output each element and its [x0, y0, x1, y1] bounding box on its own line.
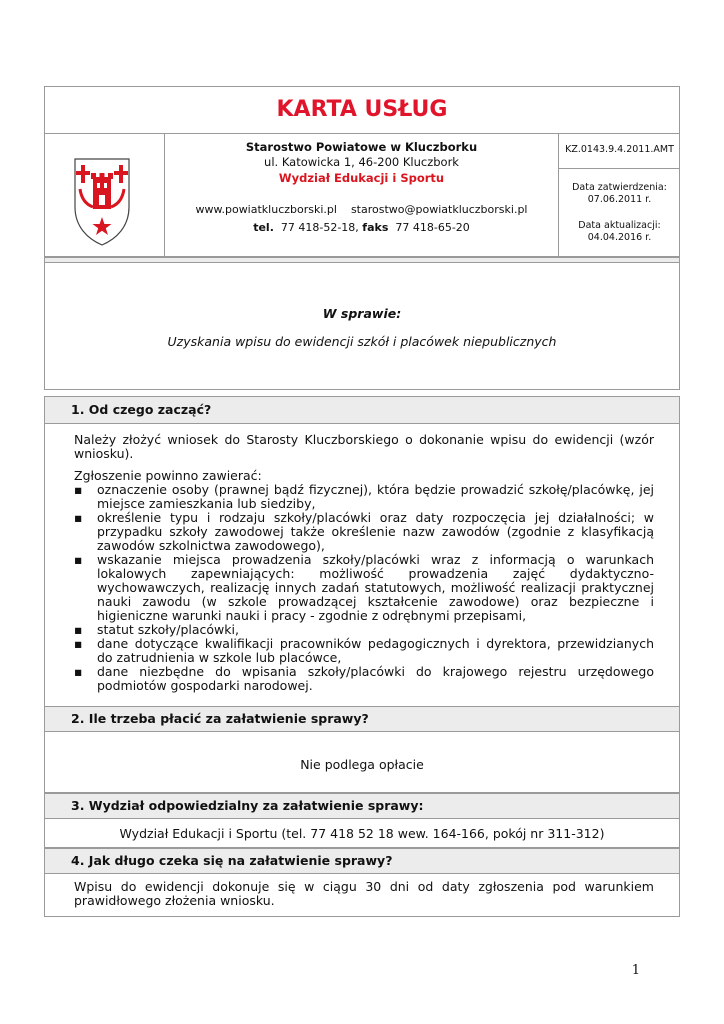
bullet-icon: ▪: [74, 664, 83, 679]
email-link[interactable]: starostwo@powiatkluczborski.pl: [350, 203, 528, 216]
meta-inner-divider: [558, 168, 680, 169]
list-item-text: określenie typu i rodzaju szkoły/placówki oraz daty rozpoczęcia jej działalności; w przypadku szkoły zawodowej także określenie nazw zawodów (zgodnie z klasyfikacją zawodów szkolnictwa zawodowego),: [97, 510, 654, 553]
fax-value: 77 418-65-20: [395, 221, 470, 234]
contact-web: [165, 203, 558, 216]
approved-label: Data zatwierdzenia:: [572, 182, 667, 193]
title-text: KARTA USŁUG: [276, 97, 448, 122]
section-4-header: [44, 848, 680, 874]
document-dates: [559, 182, 680, 244]
list-item-text: wskazanie miejsca prowadzenia szkoły/placówki wraz z informacją o warunkach lokalowych zapewniających: możliwość prowadzenia zajęć dydaktyczno-wychowawczych, realizację innych zadań statutowych, możliwość realizacji praktycznej nauki zawodu (w szkole prowadzącej kształcenie zawodowe) oraz bezpieczne i higieniczne warunki nauki i pracy - zgodnie z odrębnymi przepisami,: [97, 552, 654, 623]
subject-text: Uzyskania wpisu do ewidencji szkół i placówek niepublicznych: [167, 334, 557, 349]
updated-label: Data aktualizacji:: [578, 220, 661, 231]
section-1-list-intro: Zgłoszenie powinno zawierać:: [74, 468, 262, 483]
requirements-list: [74, 483, 654, 693]
department-name: Wydział Edukacji i Sportu: [278, 171, 445, 185]
title-divider: [44, 133, 680, 134]
page-title: [44, 87, 680, 133]
bullet-icon: ▪: [74, 552, 83, 567]
approved-date: 07.06.2011 r.: [587, 194, 652, 205]
office-address: ul. Katowicka 1, 46-200 Kluczbork: [264, 155, 459, 169]
section-2-title: 2. Ile trzeba płacić za załatwienie sprawy?: [71, 711, 369, 726]
list-item-text: oznaczenie osoby (prawnej bądź fizycznej), która będzie prowadzić szkołę/placówkę, jej miejsce zamieszkania lub siedziby,: [97, 482, 654, 511]
bullet-icon: ▪: [74, 622, 83, 637]
list-item: [74, 483, 654, 511]
section-1-body: [74, 433, 654, 693]
bullet-icon: ▪: [74, 636, 83, 651]
section-4-text: Wpisu do ewidencji dokonuje się w ciągu 30 dni od daty zgłoszenia pod warunkiem prawidłowego złożenia wniosku.: [74, 879, 654, 908]
office-name: Starostwo Powiatowe w Kluczborku: [245, 140, 478, 154]
bullet-icon: ▪: [74, 482, 83, 497]
document-code: KZ.0143.9.4.2011.AMT: [565, 144, 674, 155]
section-1-right-border: [679, 424, 680, 706]
section-1-left-border: [44, 424, 45, 706]
section-1-intro: Należy złożyć wniosek do Starosty Kluczborskiego o dokonanie wpisu do ewidencji (wzór wniosku).: [74, 432, 654, 461]
section-1-header: [44, 396, 680, 424]
section-2-header: [44, 706, 680, 732]
section-3-header: [44, 793, 680, 819]
fax-label: faks: [362, 221, 389, 234]
section-4-title: 4. Jak długo czeka się na załatwienie sprawy?: [71, 853, 393, 868]
coat-of-arms-logo: [72, 155, 132, 247]
website-link[interactable]: www.powiatkluczborski.pl: [195, 203, 337, 216]
office-info: [165, 140, 558, 255]
list-item: [74, 623, 654, 637]
list-item: [74, 637, 654, 665]
section-3-title: 3. Wydział odpowiedzialny za załatwienie sprawy:: [71, 798, 424, 813]
page-number: 1: [631, 963, 640, 978]
list-item-text: dane niezbędne do wpisania szkoły/placówki do krajowego rejestru urzędowego podmiotów gospodarki narodowej.: [97, 664, 654, 693]
section-3-text: Wydział Edukacji i Sportu (tel. 77 418 52 18 wew. 164-166, pokój nr 311-312): [119, 826, 605, 841]
shield-icon: [72, 155, 132, 247]
bullet-icon: ▪: [74, 510, 83, 525]
list-item: [74, 553, 654, 623]
updated-date: 04.04.2016 r.: [587, 232, 652, 243]
subject-frame: [44, 262, 680, 390]
section-2-text: Nie podlega opłacie: [300, 757, 424, 772]
tel-value: 77 418-52-18,: [280, 221, 359, 234]
list-item-text: dane dotyczące kwalifikacji pracowników pedagogicznych i dyrektora, przewidzianych do zatrudnienia w szkole lub placówce,: [97, 636, 654, 665]
tel-label: tel.: [253, 221, 274, 234]
list-item: [74, 665, 654, 693]
contact-phone: [165, 221, 558, 234]
list-item: [74, 511, 654, 553]
subject-label: W sprawie:: [322, 306, 402, 321]
list-item-text: statut szkoły/placówki,: [97, 622, 239, 637]
section-1-title: 1. Od czego zacząć?: [71, 402, 212, 417]
